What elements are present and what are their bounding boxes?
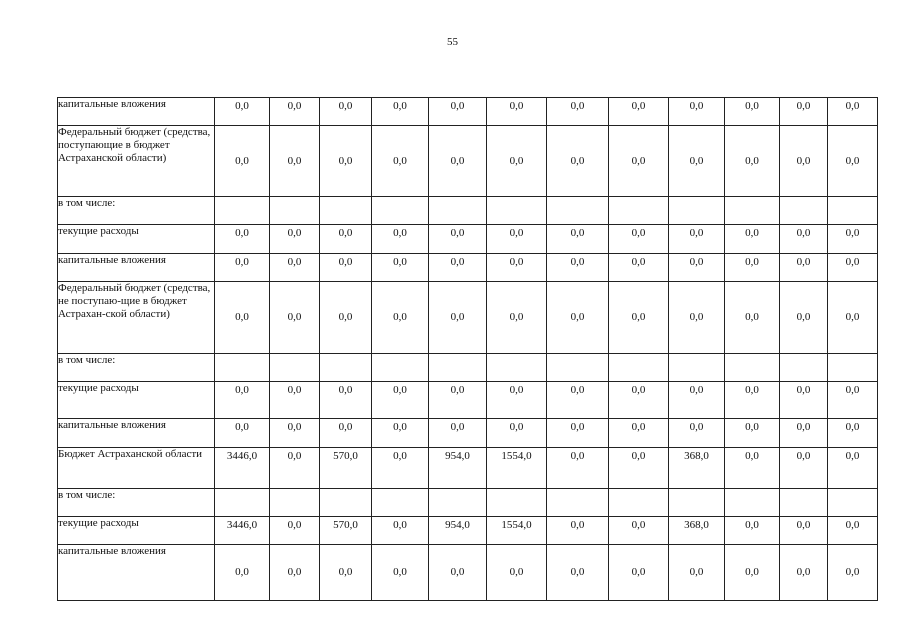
value-cell: 0,0 <box>828 225 878 254</box>
value-cell: 0,0 <box>547 98 609 126</box>
value-cell: 0,0 <box>609 382 669 419</box>
value-cell: 0,0 <box>669 98 725 126</box>
value-cell <box>828 354 878 382</box>
value-cell <box>609 197 669 225</box>
value-cell: 0,0 <box>725 254 780 282</box>
value-cell: 0,0 <box>780 225 828 254</box>
value-cell: 0,0 <box>429 419 487 448</box>
value-cell: 0,0 <box>780 419 828 448</box>
table-row <box>58 254 878 282</box>
value-cell <box>487 354 547 382</box>
row-label: текущие расходы <box>58 225 215 254</box>
row-label: в том числе: <box>58 489 215 517</box>
value-cell: 0,0 <box>487 419 547 448</box>
value-cell: 0,0 <box>780 517 828 545</box>
value-cell <box>669 489 725 517</box>
value-cell <box>547 197 609 225</box>
value-cell: 0,0 <box>215 225 270 254</box>
value-cell: 0,0 <box>609 126 669 197</box>
value-cell <box>828 197 878 225</box>
value-cell <box>547 354 609 382</box>
value-cell <box>828 489 878 517</box>
value-cell <box>725 489 780 517</box>
value-cell: 0,0 <box>372 382 429 419</box>
value-cell: 0,0 <box>725 517 780 545</box>
table-body <box>58 98 878 601</box>
row-label: Федеральный бюджет (средства, не поступаю-щие в бюджет Астрахан-ской области) <box>58 282 215 354</box>
value-cell: 368,0 <box>669 517 725 545</box>
value-cell: 0,0 <box>372 282 429 354</box>
value-cell: 0,0 <box>215 98 270 126</box>
value-cell: 0,0 <box>270 282 320 354</box>
value-cell: 0,0 <box>547 225 609 254</box>
value-cell: 0,0 <box>270 254 320 282</box>
value-cell: 0,0 <box>780 545 828 601</box>
value-cell: 0,0 <box>609 448 669 489</box>
value-cell: 0,0 <box>270 382 320 419</box>
value-cell <box>372 354 429 382</box>
value-cell: 0,0 <box>780 382 828 419</box>
table-row <box>58 98 878 126</box>
value-cell: 368,0 <box>669 448 725 489</box>
table-row <box>58 197 878 225</box>
value-cell: 0,0 <box>547 448 609 489</box>
value-cell: 0,0 <box>828 419 878 448</box>
value-cell: 0,0 <box>270 448 320 489</box>
value-cell <box>215 354 270 382</box>
value-cell: 3446,0 <box>215 448 270 489</box>
table-row <box>58 225 878 254</box>
value-cell: 0,0 <box>828 517 878 545</box>
table-row <box>58 126 878 197</box>
value-cell <box>215 489 270 517</box>
value-cell: 0,0 <box>669 126 725 197</box>
value-cell: 0,0 <box>828 282 878 354</box>
value-cell: 570,0 <box>320 517 372 545</box>
value-cell <box>669 197 725 225</box>
value-cell: 0,0 <box>487 545 547 601</box>
value-cell: 0,0 <box>215 254 270 282</box>
value-cell: 0,0 <box>320 254 372 282</box>
value-cell <box>780 354 828 382</box>
value-cell: 0,0 <box>547 126 609 197</box>
value-cell: 0,0 <box>270 419 320 448</box>
value-cell: 0,0 <box>320 282 372 354</box>
value-cell: 0,0 <box>270 126 320 197</box>
value-cell: 0,0 <box>215 419 270 448</box>
value-cell: 0,0 <box>320 545 372 601</box>
value-cell: 0,0 <box>669 225 725 254</box>
value-cell: 0,0 <box>320 382 372 419</box>
value-cell: 0,0 <box>780 126 828 197</box>
value-cell: 0,0 <box>669 419 725 448</box>
value-cell: 0,0 <box>828 448 878 489</box>
value-cell: 0,0 <box>270 545 320 601</box>
value-cell: 0,0 <box>828 254 878 282</box>
value-cell: 0,0 <box>372 517 429 545</box>
value-cell: 0,0 <box>547 545 609 601</box>
value-cell: 0,0 <box>725 98 780 126</box>
value-cell: 3446,0 <box>215 517 270 545</box>
value-cell: 0,0 <box>669 545 725 601</box>
value-cell: 0,0 <box>215 282 270 354</box>
table-row <box>58 517 878 545</box>
budget-table <box>57 97 878 601</box>
value-cell: 0,0 <box>320 98 372 126</box>
row-label: в том числе: <box>58 197 215 225</box>
value-cell <box>429 197 487 225</box>
value-cell <box>429 489 487 517</box>
table-row <box>58 545 878 601</box>
value-cell: 0,0 <box>372 545 429 601</box>
value-cell: 0,0 <box>372 126 429 197</box>
table-row <box>58 419 878 448</box>
value-cell: 0,0 <box>429 282 487 354</box>
value-cell: 0,0 <box>270 517 320 545</box>
value-cell <box>372 489 429 517</box>
page-number: 55 <box>447 36 458 48</box>
value-cell: 0,0 <box>547 517 609 545</box>
table-row <box>58 448 878 489</box>
value-cell: 0,0 <box>725 545 780 601</box>
value-cell: 0,0 <box>372 98 429 126</box>
value-cell <box>487 197 547 225</box>
value-cell <box>725 197 780 225</box>
value-cell: 0,0 <box>487 126 547 197</box>
value-cell: 0,0 <box>780 98 828 126</box>
value-cell <box>320 354 372 382</box>
value-cell <box>780 489 828 517</box>
value-cell: 0,0 <box>780 254 828 282</box>
value-cell <box>215 197 270 225</box>
value-cell: 0,0 <box>487 98 547 126</box>
value-cell: 0,0 <box>270 98 320 126</box>
value-cell: 0,0 <box>828 126 878 197</box>
row-label: капитальные вложения <box>58 254 215 282</box>
value-cell: 0,0 <box>372 448 429 489</box>
value-cell: 0,0 <box>669 282 725 354</box>
value-cell <box>320 197 372 225</box>
value-cell: 0,0 <box>828 98 878 126</box>
row-label: текущие расходы <box>58 382 215 419</box>
value-cell: 0,0 <box>609 98 669 126</box>
value-cell: 0,0 <box>487 225 547 254</box>
value-cell: 0,0 <box>320 126 372 197</box>
value-cell: 0,0 <box>609 419 669 448</box>
value-cell: 0,0 <box>372 419 429 448</box>
value-cell: 0,0 <box>429 98 487 126</box>
value-cell <box>609 489 669 517</box>
value-cell: 0,0 <box>725 419 780 448</box>
value-cell: 0,0 <box>609 225 669 254</box>
value-cell <box>429 354 487 382</box>
value-cell: 0,0 <box>487 382 547 419</box>
value-cell: 0,0 <box>725 448 780 489</box>
value-cell <box>270 354 320 382</box>
value-cell: 0,0 <box>780 448 828 489</box>
value-cell: 0,0 <box>429 225 487 254</box>
table-row <box>58 282 878 354</box>
value-cell: 1554,0 <box>487 517 547 545</box>
value-cell <box>270 197 320 225</box>
value-cell: 0,0 <box>429 254 487 282</box>
row-label: Федеральный бюджет (средства, поступающие в бюджет Астраханской области) <box>58 126 215 197</box>
value-cell: 570,0 <box>320 448 372 489</box>
row-label: текущие расходы <box>58 517 215 545</box>
value-cell: 0,0 <box>320 419 372 448</box>
value-cell <box>609 354 669 382</box>
value-cell <box>320 489 372 517</box>
value-cell <box>725 354 780 382</box>
value-cell: 0,0 <box>320 225 372 254</box>
table-row <box>58 382 878 419</box>
value-cell: 0,0 <box>725 225 780 254</box>
value-cell: 0,0 <box>487 282 547 354</box>
value-cell: 954,0 <box>429 517 487 545</box>
value-cell: 0,0 <box>215 382 270 419</box>
value-cell: 0,0 <box>609 254 669 282</box>
value-cell: 0,0 <box>429 126 487 197</box>
value-cell: 0,0 <box>429 382 487 419</box>
row-label: Бюджет Астраханской области <box>58 448 215 489</box>
value-cell: 954,0 <box>429 448 487 489</box>
value-cell: 0,0 <box>372 225 429 254</box>
table-row <box>58 489 878 517</box>
value-cell <box>487 489 547 517</box>
value-cell <box>669 354 725 382</box>
value-cell: 0,0 <box>780 282 828 354</box>
value-cell: 0,0 <box>547 382 609 419</box>
value-cell: 0,0 <box>270 225 320 254</box>
value-cell <box>372 197 429 225</box>
row-label: капитальные вложения <box>58 98 215 126</box>
value-cell: 0,0 <box>828 382 878 419</box>
value-cell: 0,0 <box>828 545 878 601</box>
value-cell: 0,0 <box>669 382 725 419</box>
value-cell <box>547 489 609 517</box>
value-cell: 0,0 <box>669 254 725 282</box>
value-cell: 0,0 <box>215 126 270 197</box>
row-label: капитальные вложения <box>58 419 215 448</box>
row-label: в том числе: <box>58 354 215 382</box>
value-cell: 0,0 <box>725 282 780 354</box>
value-cell: 0,0 <box>547 282 609 354</box>
value-cell: 0,0 <box>547 254 609 282</box>
value-cell <box>270 489 320 517</box>
value-cell <box>780 197 828 225</box>
value-cell: 0,0 <box>372 254 429 282</box>
row-label: капитальные вложения <box>58 545 215 601</box>
value-cell: 0,0 <box>725 382 780 419</box>
value-cell: 0,0 <box>609 282 669 354</box>
value-cell: 0,0 <box>487 254 547 282</box>
value-cell: 0,0 <box>609 517 669 545</box>
value-cell: 0,0 <box>215 545 270 601</box>
value-cell: 0,0 <box>609 545 669 601</box>
value-cell: 1554,0 <box>487 448 547 489</box>
value-cell: 0,0 <box>547 419 609 448</box>
value-cell: 0,0 <box>429 545 487 601</box>
table-row <box>58 354 878 382</box>
value-cell: 0,0 <box>725 126 780 197</box>
